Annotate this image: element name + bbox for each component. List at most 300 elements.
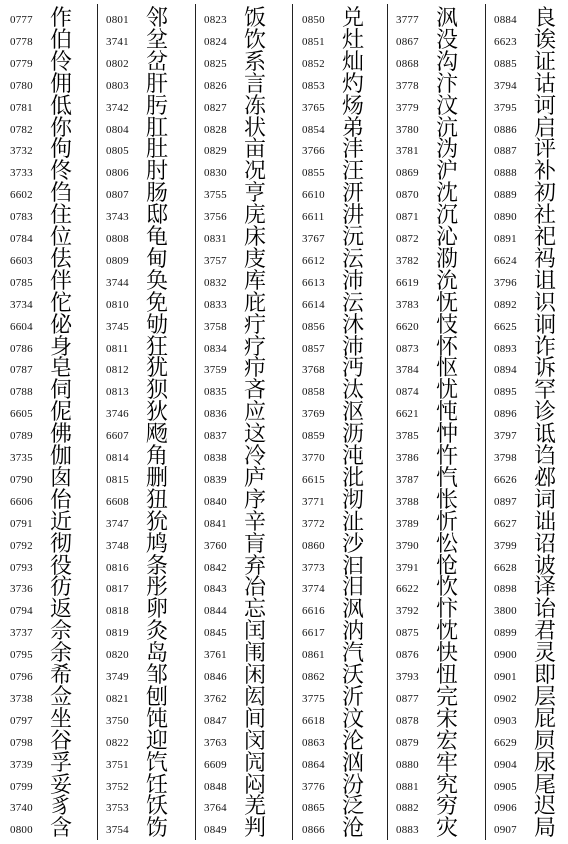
entry-row [202,814,294,842]
entry-character: 诏 [534,531,557,557]
entry-number: 3737 [10,627,33,640]
entry-number: 0865 [302,802,325,815]
entry-character: 返 [50,597,73,623]
entry-number: 0806 [106,167,129,180]
entry-number: 0799 [10,780,33,793]
entry-number: 6615 [302,473,325,486]
entry-character: 饮 [244,27,267,53]
entry-character: 谷 [50,728,73,754]
entry-character: 沅 [342,225,365,250]
entry-number: 0854 [302,123,325,136]
entry-number: 6611 [302,211,325,224]
entry-row [300,814,392,842]
entry-number: 0870 [396,189,419,202]
entry-character: 沛 [342,334,365,360]
entry-number: 0888 [494,167,517,180]
entry-number: 6614 [302,298,325,311]
entry-character: 沈 [436,181,459,207]
entry-number: 0850 [302,14,325,26]
entry-character: 闳 [244,684,267,710]
entry-number: 0842 [204,561,227,574]
entry-character: 怆 [436,553,459,579]
entry-character: 刨 [146,684,169,710]
entry-character: 沤 [342,400,365,426]
entry-character: 沛 [342,268,365,294]
entry-character: 坌 [146,27,169,53]
entry-character: 免 [146,290,169,316]
entry-number: 0883 [396,824,419,837]
entry-number: 0889 [494,189,517,202]
entry-number: 0877 [396,692,419,705]
entry-character: 迎 [146,728,169,754]
entry-character: 汭 [342,619,365,645]
entry-character: 作 [50,6,73,31]
entry-number: 3768 [302,364,325,377]
entry-number: 0836 [204,408,227,421]
entry-number: 0875 [396,627,419,640]
entry-character: 沉 [436,203,459,229]
entry-number: 3796 [494,276,517,289]
entry-character: 兑 [342,6,365,31]
entry-character: 汴 [436,71,459,97]
entry-character: 词 [534,487,557,513]
entry-character: 沘 [342,465,365,491]
entry-character: 沦 [342,728,365,754]
entry-number: 0851 [302,35,325,48]
entry-number: 0833 [204,298,227,311]
entry-number: 3755 [204,189,227,202]
entry-character: 完 [436,684,459,710]
entry-character: 泐 [436,246,459,272]
entry-character: 屃 [534,728,557,754]
entry-character: 汨 [342,575,365,601]
entry-number: 0803 [106,79,129,92]
entry-character: 龟 [146,225,169,250]
entry-character: 含 [50,816,73,842]
entry-number: 0886 [494,123,517,136]
entry-character: 庑 [244,203,267,229]
entry-number: 0802 [106,57,129,70]
entry-character: 祀 [534,225,557,250]
entry-character: 彻 [50,531,73,557]
entry-character: 诶 [534,27,557,53]
entry-character: 沃 [342,663,365,688]
entry-character: 诋 [534,422,557,448]
entry-number: 0890 [494,211,517,224]
entry-number: 0892 [494,298,517,311]
entry-character: 岔 [146,49,169,75]
entry-number: 0897 [494,495,517,508]
entry-character: 忳 [436,400,459,426]
entry-number: 3777 [396,14,419,26]
entry-character: 迟 [534,794,557,820]
entry-character: 皂 [50,356,73,382]
entry-number: 3762 [204,692,227,705]
entry-number: 6603 [10,254,33,267]
entry-number: 0782 [10,123,33,136]
entry-character: 庋 [244,246,267,272]
entry-number: 6606 [10,495,33,508]
entry-row [394,814,486,842]
entry-character: 泛 [342,794,365,820]
entry-number: 3759 [204,364,227,377]
entry-character: 佁 [50,487,73,513]
entry-number: 0862 [302,671,325,683]
entry-character: 闲 [244,663,267,688]
entry-number: 0891 [494,233,517,245]
entry-number: 6604 [10,320,33,333]
entry-number: 3739 [10,758,33,771]
entry-character: 卵 [146,597,169,623]
entry-number: 3767 [302,233,325,245]
entry-character: 祃 [534,246,557,272]
entry-number: 0821 [106,692,129,705]
entry-number: 0899 [494,627,517,640]
entry-character: 汾 [342,772,365,798]
entry-character: 这 [244,422,267,448]
entry-character: 炀 [342,93,365,119]
entry-character: 孚 [50,750,73,776]
entry-character: 牢 [436,750,459,776]
entry-character: 佉 [50,246,73,272]
entry-character: 囱 [50,465,73,491]
entry-character: 佗 [50,290,73,316]
entry-number: 0812 [106,364,129,377]
entry-number: 0826 [204,79,227,92]
entry-number: 0852 [302,57,325,70]
entry-number: 3765 [302,101,325,114]
entry-character: 识 [534,290,557,316]
entry-number: 0855 [302,167,325,180]
entry-character: 诎 [534,509,557,535]
entry-character: 灼 [342,71,365,97]
entry-number: 6627 [494,517,517,530]
entry-character: 沌 [342,444,365,469]
entry-character: 豸 [50,794,73,820]
entry-character: 诃 [534,93,557,119]
entry-number: 3743 [106,211,129,224]
entry-character: 启 [534,115,557,141]
entry-character: 闶 [244,750,267,776]
column-separator [292,4,293,840]
entry-character: 灸 [146,619,169,645]
column-separator [195,4,196,840]
entry-character: 沟 [436,49,459,75]
entry-character: 狂 [146,334,169,360]
entry-number: 0835 [204,386,227,399]
entry-character: 吝 [244,378,267,404]
entry-character: 究 [436,772,459,798]
entry-number: 0849 [204,824,227,837]
entry-character: 系 [244,49,267,75]
entry-character: 犹 [146,356,169,382]
entry-number: 0901 [494,671,517,683]
entry-row [492,814,568,842]
entry-character: 库 [244,268,267,294]
entry-character: 劬 [146,312,169,338]
entry-character: 羌 [244,794,267,820]
entry-number: 0848 [204,780,227,793]
entry-number: 6621 [396,408,419,421]
entry-number: 0903 [494,714,517,727]
entry-character: 忻 [436,509,459,535]
entry-row [104,814,196,842]
entry-number: 6617 [302,627,325,640]
entry-number: 0857 [302,342,325,355]
entry-character: 沐 [342,312,365,338]
entry-number: 0869 [396,167,419,180]
entry-number: 0868 [396,57,419,70]
entry-number: 0896 [494,408,517,421]
entry-character: 佟 [50,159,73,185]
entry-character: 沧 [342,816,365,842]
entry-number: 0845 [204,627,227,640]
entry-number: 6607 [106,430,129,443]
entry-number: 3784 [396,364,419,377]
column-separator [97,4,98,840]
entry-number: 3733 [10,167,33,180]
entry-number: 3789 [396,517,419,530]
entry-character: 沇 [436,268,459,294]
entry-character: 诉 [534,356,557,382]
entry-number: 0894 [494,364,517,377]
entry-character: 屁 [534,706,557,732]
entry-character: 狁 [146,509,169,535]
entry-number: 0898 [494,583,517,596]
entry-character: 沚 [342,509,365,535]
entry-character: 忘 [244,597,267,623]
entry-number: 3785 [396,430,419,443]
entry-number: 3746 [106,408,129,421]
entry-character: 灿 [342,49,365,75]
entry-character: 㑇 [50,181,73,207]
entry-number: 3772 [302,517,325,530]
entry-number: 3766 [302,145,325,158]
entry-number: 6623 [494,35,517,48]
entry-number: 3761 [204,649,227,662]
entry-character: 罕 [534,378,557,404]
entry-character: 伴 [50,268,73,294]
entry-number: 0853 [302,79,325,92]
entry-number: 0817 [106,583,129,596]
entry-number: 0880 [396,758,419,771]
entry-character: 宏 [436,728,459,754]
entry-number: 0825 [204,57,227,70]
entry-number: 3758 [204,320,227,333]
entry-character: 怄 [436,356,459,382]
entry-character: 沨 [342,597,365,623]
entry-character: 忮 [436,312,459,338]
entry-number: 6620 [396,320,419,333]
entry-character: 汪 [342,159,365,185]
entry-number: 0823 [204,14,227,26]
entry-number: 3781 [396,145,419,158]
entry-number: 0859 [302,430,325,443]
entry-character: 判 [244,816,267,842]
entry-number: 3794 [494,79,517,92]
entry-character: 希 [50,663,73,688]
entry-character: 床 [244,225,267,250]
entry-number: 3771 [302,495,325,508]
entry-character: 伲 [50,400,73,426]
entry-number: 0828 [204,123,227,136]
entry-number: 3795 [494,101,517,114]
entry-number: 0818 [106,605,129,618]
entry-character: 君 [534,619,557,645]
entry-character: 役 [50,553,73,579]
entry-character: 伶 [50,49,73,75]
entry-number: 0863 [302,736,325,749]
entry-character: 伯 [50,27,73,53]
entry-character: 沆 [436,115,459,141]
entry-character: 尿 [534,750,557,776]
entry-character: 近 [50,509,73,535]
entry-number: 0808 [106,233,129,245]
entry-character: 佣 [50,71,73,97]
entry-number: 0829 [204,145,227,158]
entry-character: 社 [534,203,557,229]
entry-number: 0784 [10,233,33,245]
entry-number: 3752 [106,780,129,793]
entry-number: 0789 [10,430,33,443]
entry-number: 0831 [204,233,227,245]
entry-number: 3738 [10,692,33,705]
entry-number: 0871 [396,211,419,224]
entry-number: 0830 [204,167,227,180]
entry-character: 辛 [244,509,267,535]
entry-number: 0866 [302,824,325,837]
entry-character: 灾 [436,816,459,842]
entry-number: 0837 [204,430,227,443]
entry-number: 0900 [494,649,517,662]
entry-number: 0847 [204,714,227,727]
entry-number: 0786 [10,342,33,355]
entry-character: 忡 [436,422,459,448]
entry-number: 0781 [10,101,33,114]
entry-number: 0844 [204,605,227,618]
entry-number: 0885 [494,57,517,70]
entry-number: 3749 [106,671,129,683]
entry-character: 初 [534,181,557,207]
entry-character: 疗 [244,334,267,360]
entry-character: 灶 [342,27,365,53]
entry-character: 伽 [50,444,73,469]
entry-number: 0872 [396,233,419,245]
entry-number: 6609 [204,758,227,771]
entry-number: 0810 [106,298,129,311]
entry-character: 邻 [146,6,169,31]
entry-character: 庇 [244,290,267,316]
entry-character: 肘 [146,159,169,185]
entry-number: 3788 [396,495,419,508]
entry-character: 汰 [342,378,365,404]
entry-character: 言 [244,71,267,97]
entry-number: 0878 [396,714,419,727]
entry-number: 0858 [302,386,325,399]
entry-number: 0796 [10,671,33,683]
entry-character: 应 [244,400,267,426]
entry-number: 0811 [106,342,129,355]
entry-character: 冷 [244,444,267,469]
entry-number: 0813 [106,386,129,399]
entry-character: 飏 [146,422,169,448]
entry-number: 0807 [106,189,129,202]
entry-character: 汶 [436,93,459,119]
entry-character: 饬 [146,816,169,842]
entry-character: 诇 [534,312,557,338]
entry-number: 3744 [106,276,129,289]
entry-number: 3750 [106,714,129,727]
entry-character: 佥 [50,684,73,710]
entry-character: 闵 [244,728,267,754]
entry-number: 0838 [204,452,227,464]
entry-number: 0809 [106,254,129,267]
entry-number: 3787 [396,473,419,486]
entry-character: 疖 [244,356,267,382]
entry-character: 角 [146,444,169,469]
entry-number: 3782 [396,254,419,267]
entry-character: 诅 [534,268,557,294]
entry-number: 6619 [396,276,419,289]
entry-number: 3797 [494,430,517,443]
entry-number: 0792 [10,539,33,552]
entry-character: 诐 [534,553,557,579]
entry-number: 3792 [396,605,419,618]
entry-number: 0893 [494,342,517,355]
entry-number: 0906 [494,802,517,815]
entry-number: 0876 [396,649,419,662]
entry-number: 0815 [106,473,129,486]
entry-character: 尾 [534,772,557,798]
entry-number: 0879 [396,736,419,749]
entry-number: 0787 [10,364,33,377]
entry-character: 弟 [342,115,365,141]
entry-character: 忾 [436,465,459,491]
entry-character: 冻 [244,93,267,119]
entry-number: 0788 [10,386,33,399]
entry-number: 3773 [302,561,325,574]
entry-number: 3790 [396,539,419,552]
entry-number: 6629 [494,736,517,749]
entry-character: 忱 [436,619,459,645]
entry-number: 0843 [204,583,227,596]
entry-number: 0801 [106,14,129,26]
entry-character: 肠 [146,181,169,207]
entry-character: 弃 [244,553,267,579]
entry-number: 3791 [396,561,419,574]
entry-number: 3799 [494,539,517,552]
entry-number: 0841 [204,517,227,530]
entry-character: 沩 [436,137,459,163]
entry-number: 0887 [494,145,517,158]
entry-number: 3745 [106,320,129,333]
entry-character: 狈 [146,378,169,404]
entry-character: 身 [50,334,73,360]
entry-number: 0797 [10,714,33,727]
entry-character: 坐 [50,706,73,732]
entry-number: 0779 [10,57,33,70]
entry-number: 3783 [396,298,419,311]
entry-character: 奂 [146,268,169,294]
entry-number: 3769 [302,408,325,421]
entry-character: 忧 [436,378,459,404]
entry-number: 0839 [204,473,227,486]
entry-character: 饭 [244,6,267,31]
entry-number: 3740 [10,802,33,815]
entry-number: 3734 [10,298,33,311]
entry-number: 0860 [302,539,325,552]
entry-number: 0822 [106,736,129,749]
